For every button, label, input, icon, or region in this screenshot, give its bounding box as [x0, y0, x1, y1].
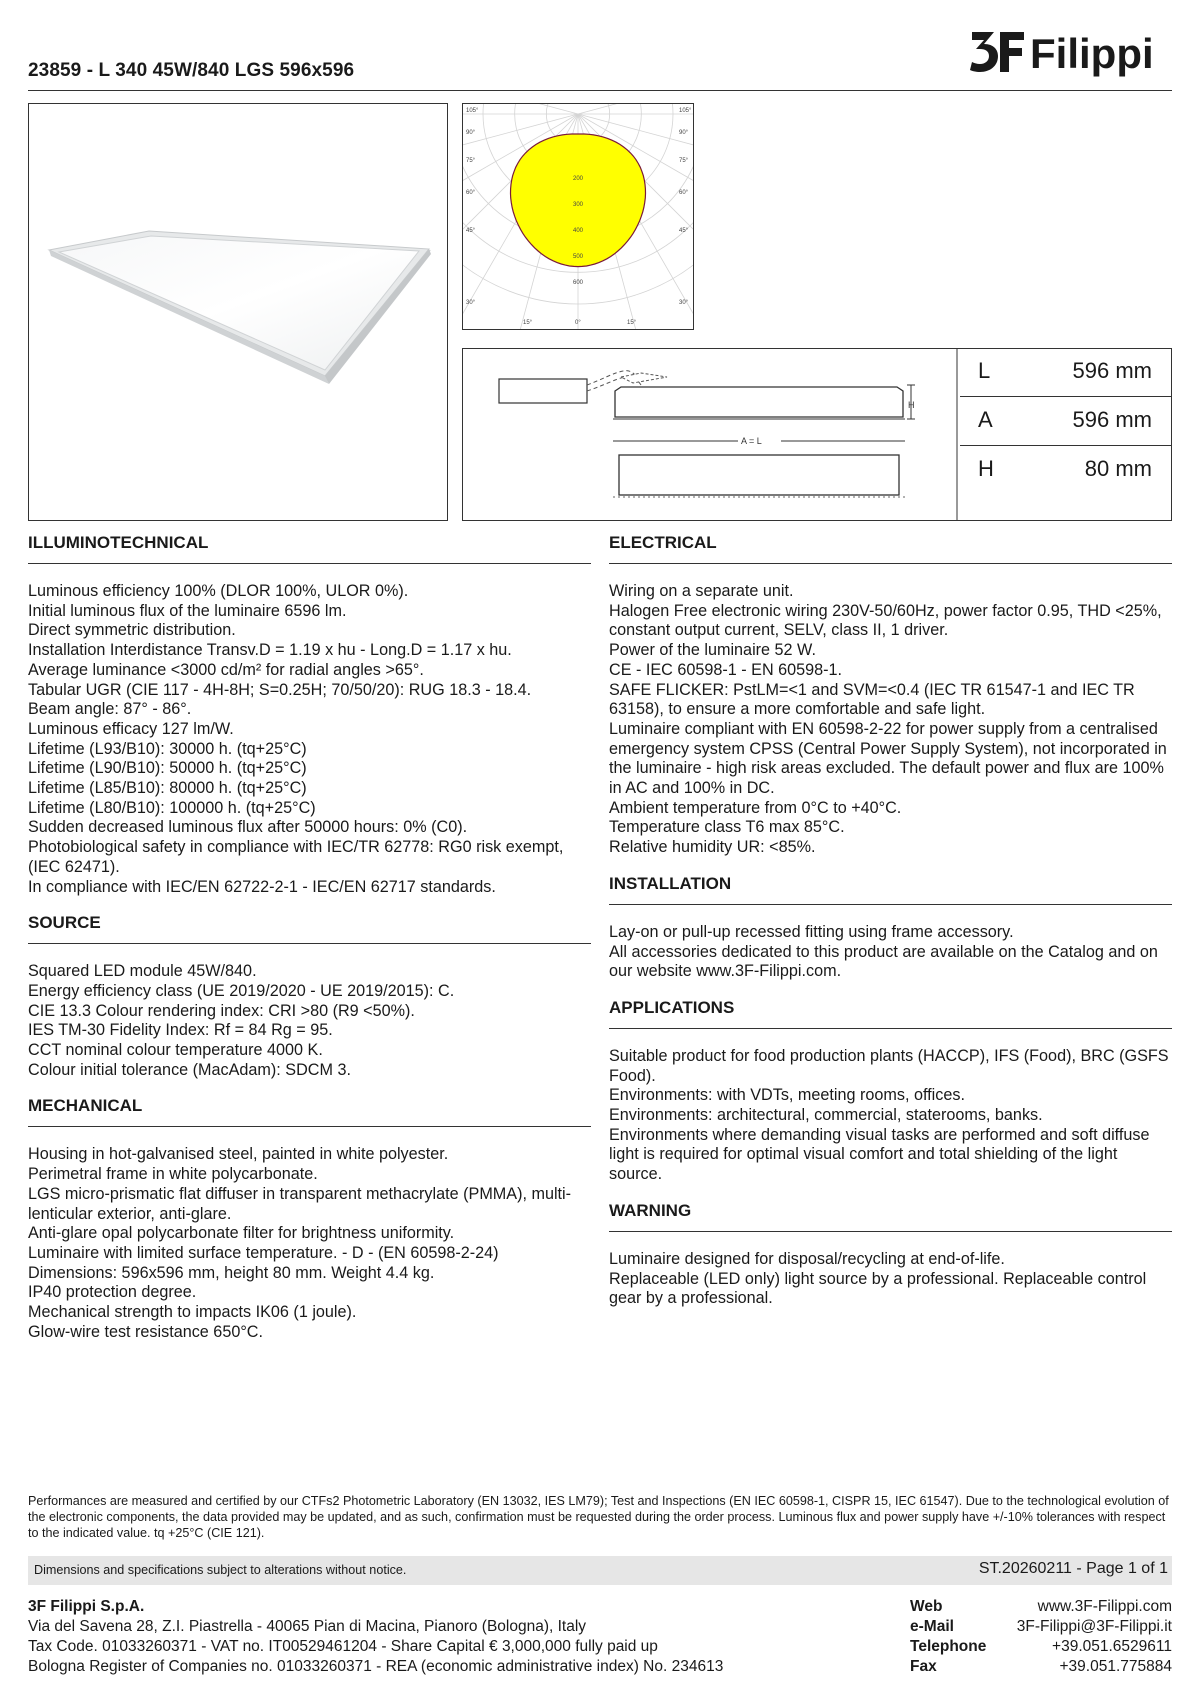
- radial-label: 200: [573, 176, 584, 182]
- spec-line: Luminous efficacy 127 lm/W.: [28, 719, 234, 738]
- grid-ray: [578, 104, 693, 114]
- spec-line: Luminaire designed for disposal/recycling at end-of-life.: [609, 1249, 1005, 1268]
- section-divider: [28, 563, 591, 564]
- disclaimer-text: Dimensions and specifications subject to alterations without notice.: [34, 1563, 407, 1577]
- company-register: Bologna Register of Companies no. 01033260371 - REA (economic administrative index) No. 234613: [28, 1658, 724, 1675]
- spec-line: Direct symmetric distribution.: [28, 621, 236, 640]
- section-body: [609, 923, 1172, 982]
- spec-line: Luminaire with limited surface temperature. - D - (EN 60598-2-24): [28, 1243, 499, 1262]
- section-body: [609, 582, 1172, 858]
- dimension-row: [960, 446, 1172, 494]
- section-illuminotechnical: [28, 533, 591, 897]
- section-body: [28, 1145, 591, 1342]
- contact-email: [910, 1617, 1172, 1637]
- spec-line: Beam angle: 87° - 86°.: [28, 700, 192, 719]
- spec-line: Luminous efficiency 100% (DLOR 100%, ULOR 0%).: [28, 582, 409, 600]
- section-title: MECHANICAL: [28, 1096, 143, 1116]
- spec-line: Housing in hot-galvanised steel, painted in white polyester.: [28, 1145, 449, 1164]
- spec-line: Anti-glare opal polycarbonate filter for brightness uniformity.: [28, 1224, 455, 1243]
- section-title: ELECTRICAL: [609, 533, 717, 552]
- spec-line: IES TM-30 Fidelity Index: Rf = 84 Rg = 95.: [28, 1021, 333, 1040]
- contact-label: e-Mail: [910, 1618, 954, 1635]
- spec-line: CCT nominal colour temperature 4000 K.: [28, 1041, 323, 1060]
- dimension-drawing: [463, 349, 959, 520]
- section-source: [28, 913, 591, 1080]
- angle-label: 0°: [575, 320, 581, 326]
- spec-line: Replaceable (LED only) light source by a professional. Replaceable control gear by a professional.: [609, 1269, 1147, 1308]
- spec-line: Energy efficiency class (UE 2019/2020 - UE 2019/2015): C.: [28, 981, 455, 1000]
- company-address: Via del Savena 28, Z.I. Piastrella - 40065 Pian di Macina, Pianoro (Bologna), Italy: [28, 1618, 587, 1635]
- dimensions-table: [960, 348, 1172, 494]
- web-link[interactable]: www.3F-Filippi.com: [1037, 1598, 1172, 1615]
- contact-label: Telephone: [910, 1638, 987, 1655]
- angle-label: 75°: [679, 158, 689, 164]
- section-divider: [609, 1028, 1172, 1029]
- spec-line: Environments: with VDTs, meeting rooms, offices.: [609, 1086, 965, 1105]
- email-link[interactable]: 3F-Filippi@3F-Filippi.it: [1016, 1618, 1172, 1635]
- angle-label: 30°: [679, 300, 689, 306]
- dimension-value: 596 mm: [1072, 358, 1152, 383]
- label-a-l: A = L: [741, 436, 762, 446]
- angle-label: 60°: [466, 190, 476, 196]
- spec-line: LGS micro-prismatic flat diffuser in transparent methacrylate (PMMA), multi-lenticular exterior, anti-glare.: [28, 1184, 572, 1223]
- spec-line: Wiring on a separate unit.: [609, 582, 794, 600]
- spec-line: Average luminance <3000 cd/m² for radial angles >65°.: [28, 660, 424, 679]
- footer-note: Performances are measured and certified by our CTFs2 Photometric Laboratory (EN 13032, IES LM79); Test and Inspections (EN IEC 60598-1, CISPR 15, IEC 61547). Due to the technological evolution of the electronic components, the data provided may be updated, and as such, confirmation must be requested during the order process. Luminous flux and power supply have +/-10% tolerances with respect to the indicated value. tq +25°C (CIE 121).: [28, 1494, 1169, 1540]
- dimension-value: 80 mm: [1084, 456, 1152, 481]
- section-divider: [609, 563, 1172, 564]
- spec-line: Lay-on or pull-up recessed fitting using frame accessory.: [609, 922, 1014, 941]
- left-column: [28, 533, 591, 1359]
- angle-label: 105°: [679, 108, 692, 114]
- product-image-frame: [28, 103, 448, 521]
- product-title: 23859 - L 340 45W/840 LGS 596x596: [28, 60, 355, 81]
- right-column: [609, 533, 1172, 1325]
- spec-line: Ambient temperature from 0°C to +40°C.: [609, 798, 902, 817]
- spec-line: SAFE FLICKER: PstLM=<1 and SVM=<0.4 (IEC TR 61547-1 and IEC TR 63158), to ensure a more comfortable and safe light.: [609, 680, 1135, 719]
- spec-line: Lifetime (L80/B10): 100000 h. (tq+25°C): [28, 798, 316, 817]
- contact-telephone: [910, 1637, 1172, 1657]
- spec-line: Environments where demanding visual tasks are performed and soft diffuse light is required for optimal visual comfort and total shielding of the light source.: [609, 1125, 1150, 1184]
- section-applications: [609, 998, 1172, 1185]
- section-electrical: [609, 533, 1172, 858]
- spec-line: Photobiological safety in compliance with IEC/TR 62778: RG0 risk exempt, (IEC 62471).: [28, 838, 564, 876]
- spec-line: Sudden decreased luminous flux after 50000 hours: 0% (C0).: [28, 818, 468, 837]
- contact-label: Fax: [910, 1658, 937, 1675]
- spec-line: Initial luminous flux of the luminaire 6596 lm.: [28, 601, 347, 620]
- dimension-row: [960, 348, 1172, 397]
- logo-wordmark: Filippi: [1030, 30, 1154, 77]
- spec-line: Perimetral frame in white polycarbonate.: [28, 1165, 318, 1184]
- brand-logo: [968, 20, 1173, 80]
- photometric-diagram-frame: [462, 103, 694, 330]
- spec-line: Mechanical strength to impacts IK06 (1 joule).: [28, 1303, 357, 1322]
- footer-bar: [28, 1556, 1172, 1585]
- spec-line: Lifetime (L85/B10): 80000 h. (tq+25°C): [28, 779, 307, 798]
- spec-line: Power of the luminaire 52 W.: [609, 641, 816, 660]
- spec-line: Lifetime (L93/B10): 30000 h. (tq+25°C): [28, 739, 307, 758]
- contact-label: Web: [910, 1598, 943, 1615]
- fax-value: +39.051.775884: [1059, 1658, 1172, 1675]
- spec-line: CE - IEC 60598-1 - EN 60598-1.: [609, 660, 843, 679]
- spec-line: In compliance with IEC/EN 62722-2-1 - IEC/EN 62717 standards.: [28, 877, 496, 896]
- spec-line: Lifetime (L90/B10): 50000 h. (tq+25°C): [28, 759, 307, 778]
- spec-line: Dimensions: 596x596 mm, height 80 mm. Weight 4.4 kg.: [28, 1263, 435, 1282]
- contact-fax: [910, 1657, 1172, 1677]
- contact-info: [910, 1597, 1172, 1677]
- company-name: 3F Filippi S.p.A.: [28, 1598, 145, 1615]
- section-title: WARNING: [609, 1200, 692, 1220]
- section-title: INSTALLATION: [609, 873, 732, 893]
- spec-line: CIE 13.3 Colour rendering index: CRI >80 (R9 <50%).: [28, 1001, 415, 1020]
- section-warning: [609, 1201, 1172, 1309]
- grid-ray: [463, 104, 578, 114]
- spec-line: Squared LED module 45W/840.: [28, 962, 257, 981]
- angle-label: 105°: [466, 108, 479, 114]
- spec-line: All accessories dedicated to this product are available on the Catalog and on our website www.3F-Filippi.com.: [609, 942, 1158, 981]
- company-info: [28, 1597, 723, 1677]
- photometric-diagram: [463, 104, 693, 329]
- product-image: [29, 104, 447, 520]
- dimension-label: L: [978, 358, 991, 383]
- luminaire-plan-view: [619, 455, 899, 495]
- section-title: SOURCE: [28, 913, 101, 933]
- company-tax: Tax Code. 01033260371 - VAT no. IT00529461204 - Share Capital € 3,000,000 fully paid up: [28, 1638, 658, 1655]
- spec-line: Colour initial tolerance (MacAdam): SDCM 3.: [28, 1060, 351, 1079]
- section-divider: [609, 904, 1172, 905]
- angle-label: 90°: [466, 130, 476, 136]
- dimension-row: [960, 397, 1172, 446]
- radial-label: 300: [573, 202, 584, 208]
- label-h: H: [908, 400, 915, 410]
- section-divider: [609, 1231, 1172, 1232]
- spec-line: Relative humidity UR: <85%.: [609, 838, 816, 857]
- radial-label: 600: [573, 280, 584, 286]
- section-divider: [28, 943, 591, 944]
- dimension-label: A: [978, 407, 993, 432]
- page-info: ST.20260211 - Page 1 of 1: [978, 1560, 1168, 1577]
- spec-line: Environments: architectural, commercial, staterooms, banks.: [609, 1106, 1043, 1125]
- section-body: [28, 962, 591, 1080]
- angle-label: 45°: [466, 228, 476, 234]
- spec-line: Glow-wire test resistance 650°C.: [28, 1322, 263, 1341]
- spec-line: Installation Interdistance Transv.D = 1.19 x hu - Long.D = 1.17 x hu.: [28, 641, 512, 660]
- section-body: [609, 1047, 1172, 1185]
- spec-line: Luminaire compliant with EN 60598-2-22 for power supply from a centralised emergency system CPSS (Central Power Supply System), not incorporated in the luminaire - high risk areas excluded. The default power and flux are 100% in AC and 100% in DC.: [609, 719, 1167, 798]
- dimension-value: 596 mm: [1072, 407, 1152, 432]
- header-divider: [28, 90, 1172, 91]
- dimension-label: H: [978, 456, 994, 481]
- angle-label: 15°: [627, 320, 637, 326]
- section-divider: [28, 1126, 591, 1127]
- angle-label: 45°: [679, 228, 689, 234]
- section-body: [28, 582, 591, 897]
- angle-label: 90°: [679, 130, 689, 136]
- spec-line: Tabular UGR (CIE 117 - 4H-8H; S=0.25H; 70/50/20): RUG 18.3 - 18.4.: [28, 680, 532, 699]
- contact-web: [910, 1597, 1172, 1617]
- angle-label: 30°: [466, 300, 476, 306]
- spec-line: Suitable product for food production plants (HACCP), IFS (Food), BRC (GSFS Food).: [609, 1046, 1169, 1085]
- spec-line: IP40 protection degree.: [28, 1283, 197, 1302]
- logo-mark-icon: [970, 32, 1024, 72]
- section-body: [609, 1250, 1172, 1309]
- section-mechanical: [28, 1096, 591, 1342]
- section-title: APPLICATIONS: [609, 997, 735, 1017]
- spec-line: Temperature class T6 max 85°C.: [609, 818, 845, 837]
- angle-label: 15°: [523, 320, 533, 326]
- luminaire-side-view: [615, 387, 903, 417]
- section-installation: [609, 874, 1172, 982]
- section-title: ILLUMINOTECHNICAL: [28, 533, 209, 552]
- radial-label: 400: [573, 228, 584, 234]
- telephone-value: +39.051.6529611: [1052, 1638, 1172, 1655]
- spec-line: Halogen Free electronic wiring 230V-50/60Hz, power factor 0.95, THD <25%, constant output current, SELV, class II, 1 driver.: [609, 601, 1162, 640]
- luminous-intensity-curve: [511, 134, 646, 267]
- radial-label: 500: [573, 254, 584, 260]
- angle-label: 75°: [466, 158, 476, 164]
- angle-label: 60°: [679, 190, 689, 196]
- driver-unit: [499, 379, 587, 403]
